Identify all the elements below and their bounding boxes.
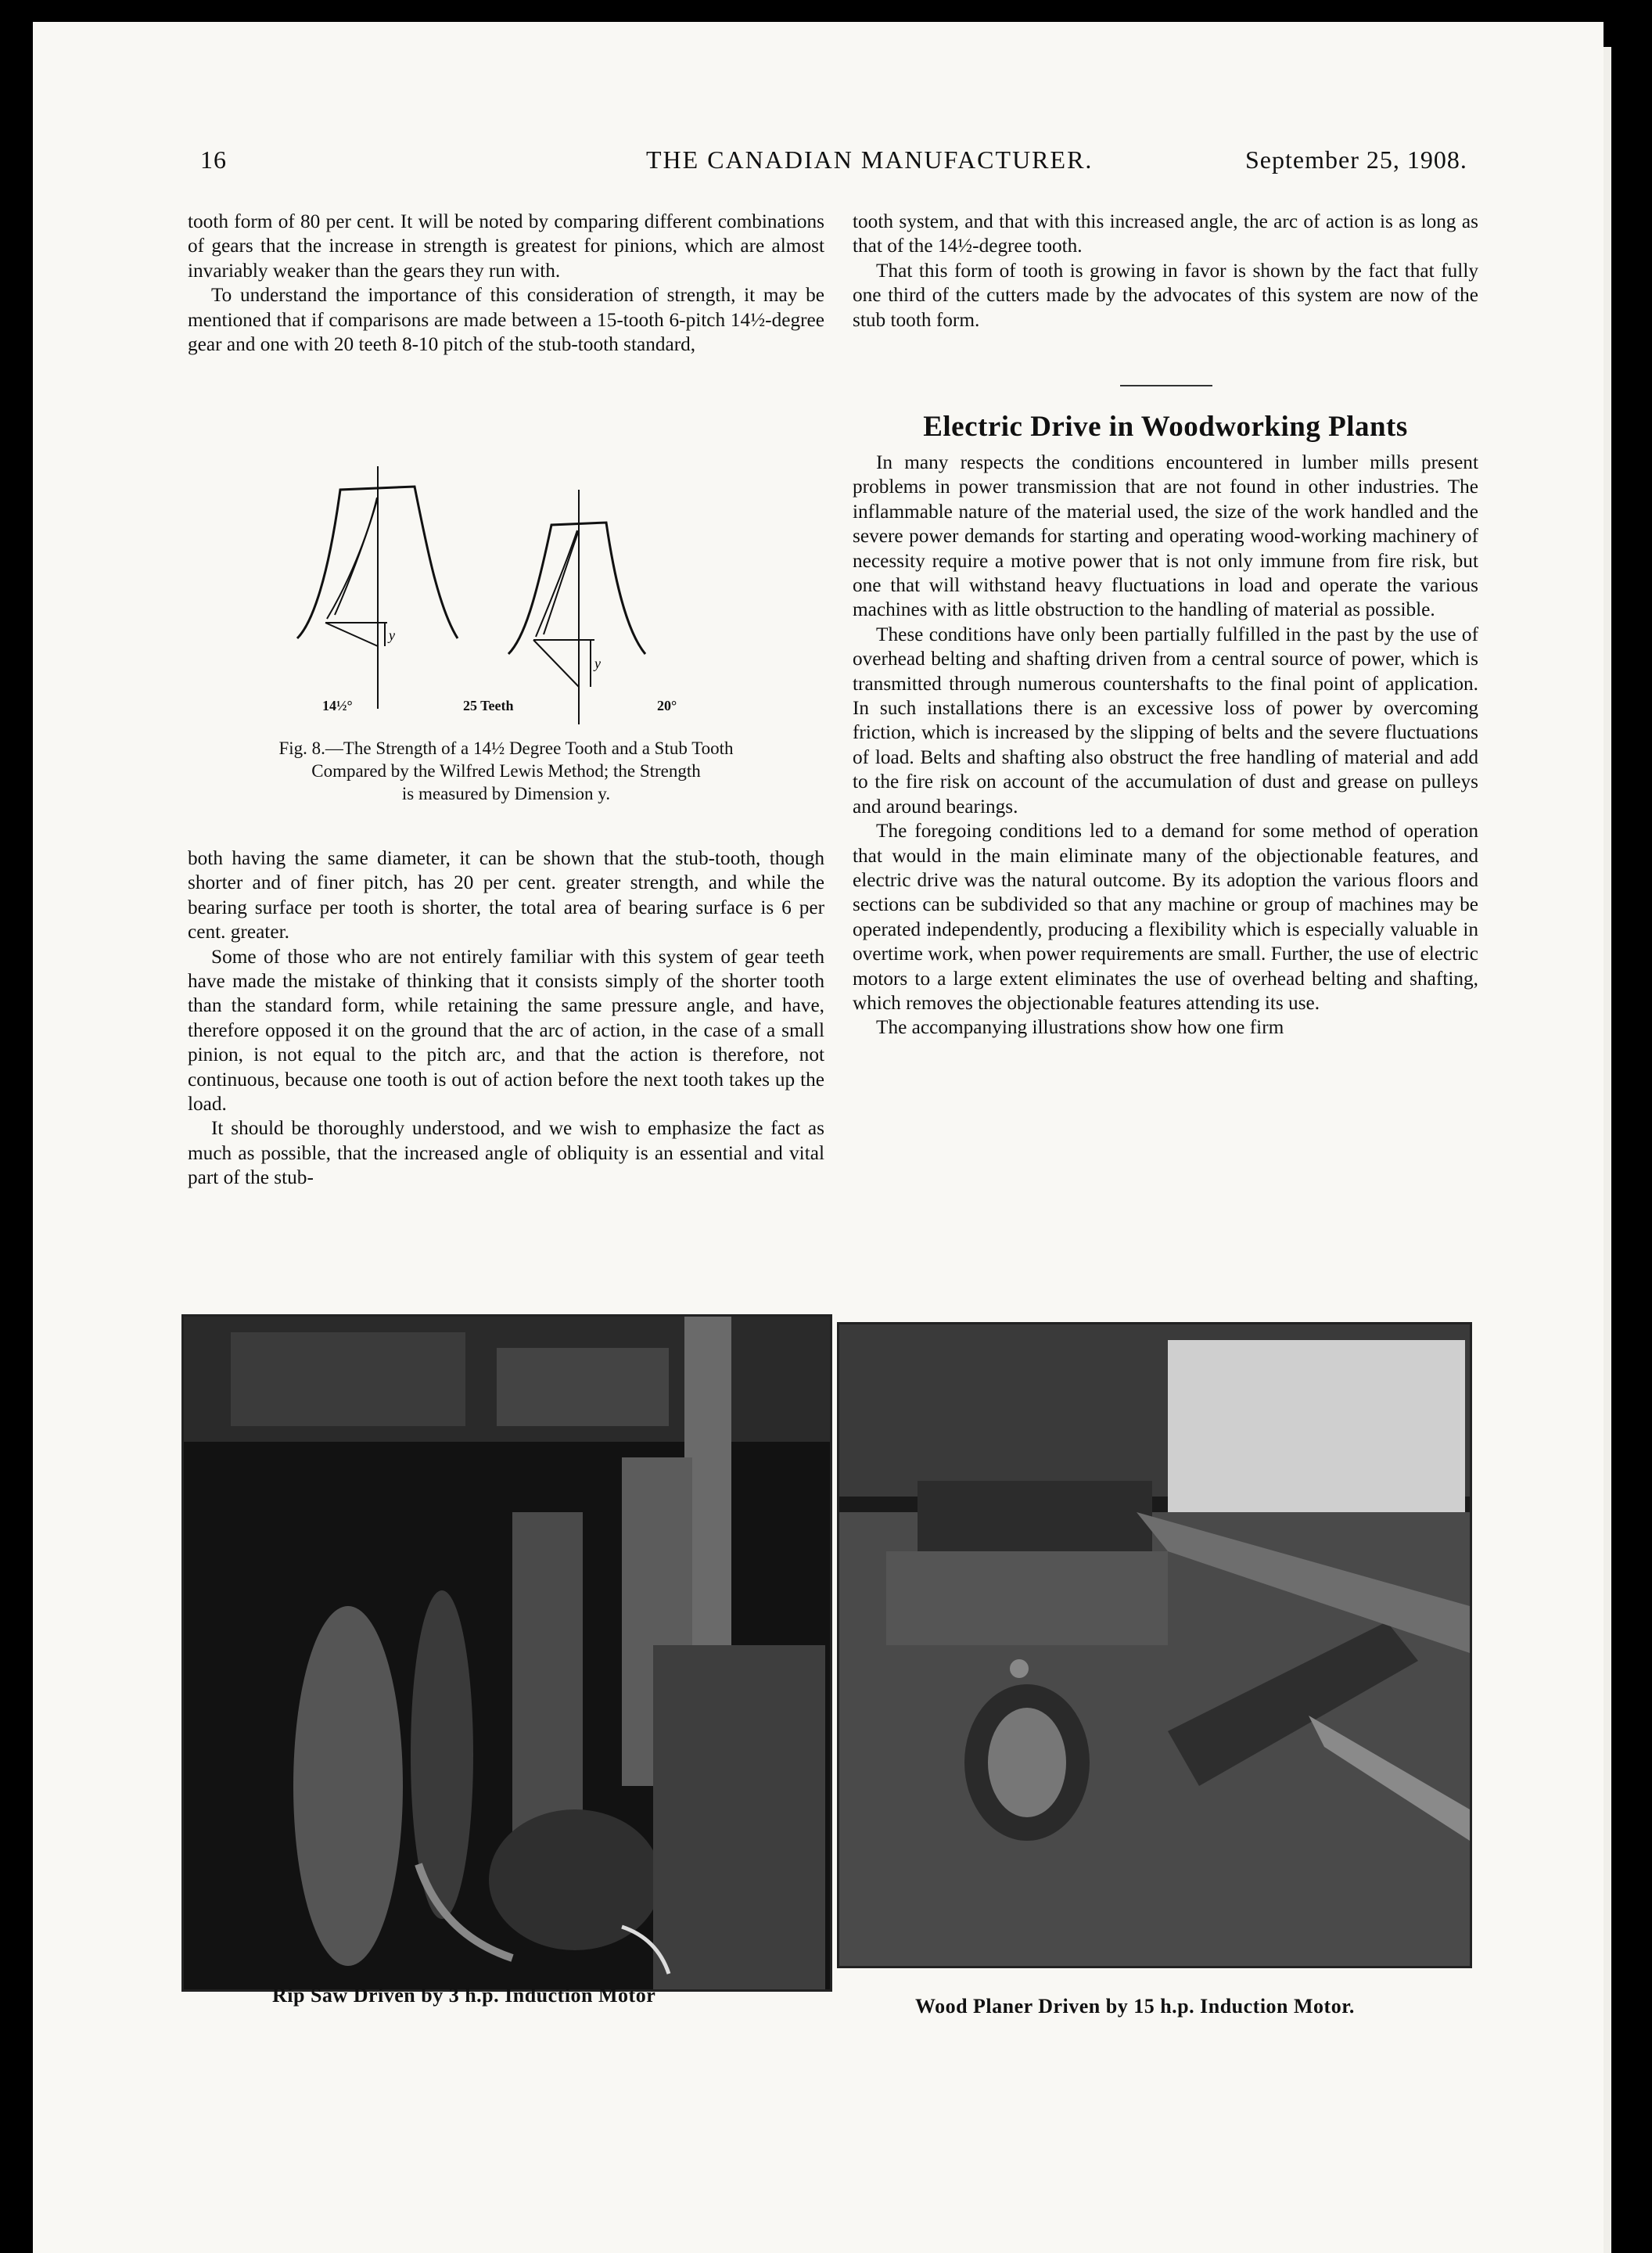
paragraph: It should be thoroughly understood, and we wish to emphasize the fact as much as possible, that the increased angle of obliquity is an essential and vital part of the stub- bbox=[188, 1117, 824, 1189]
stub-tooth-parabola-inner bbox=[544, 530, 579, 634]
figure-caption bbox=[188, 737, 824, 805]
paragraph: tooth form of 80 per cent. It will be noted by comparing different combinations of gears that the increase in strength is greatest for pinions, which are almost invariably weaker than the gears they run with. bbox=[188, 210, 824, 282]
issue-date: September 25, 1908. bbox=[1245, 146, 1467, 174]
left-column-top bbox=[188, 210, 824, 357]
paragraph: In many respects the conditions encountered in lumber mills present problems in power transmission that are not found in other industries. The inflammable nature of the material used, the size of the work handled and the severe power demands for starting and operating wood-working machinery of necessity require a motive power that is not only immune from fire risk, but one that will withstand heavy fluctuations in load and operate the various machines with as little obstruction to the handling of material as possible. bbox=[853, 451, 1478, 621]
paragraph: These conditions have only been partially fulfilled in the past by the use of overhead belting and shafting driven from a central source of power, which is transmitted through numerous countershafts to the final point of application. In such installations there is an excessive loss of power by overcoming friction, which is increased by the slipping of belts and the severe fluctuations of load. Belts and shafting also obstruct the free handling of material and add to the fire risk on account of the accumulation of dust and grease on pulleys and around bearings. bbox=[853, 623, 1478, 817]
scan-border bbox=[1611, 47, 1652, 2253]
standard-tooth-parabola bbox=[327, 498, 377, 619]
figure-label-25-teeth: 25 Teeth bbox=[463, 698, 514, 713]
masthead: THE CANADIAN MANUFACTURER. bbox=[646, 146, 1094, 174]
wood-planer-photo-image bbox=[839, 1324, 1470, 1966]
article-title: Electric Drive in Woodworking Plants bbox=[923, 411, 1408, 443]
stub-tooth-parabola bbox=[536, 530, 577, 637]
figure-label-14-5-degree: 14½° bbox=[322, 698, 353, 713]
article-body bbox=[853, 451, 1478, 1040]
paragraph: To understand the importance of this consideration of strength, it may be mentioned that if comparisons are made between a 15-tooth 6-pitch 14½-degree gear and one with 20 teeth 8-10 pitch of the stub-tooth standard, bbox=[188, 284, 824, 356]
paragraph: tooth system, and that with this increased angle, the arc of action is as long as that of the 14½-degree tooth. bbox=[853, 210, 1478, 257]
page-number: 16 bbox=[200, 146, 227, 174]
gear-tooth-figure bbox=[282, 458, 782, 732]
wood-planer-photo bbox=[837, 1322, 1472, 1968]
dimension-y-right: y bbox=[594, 656, 601, 671]
stub-tooth-outline bbox=[508, 523, 645, 654]
standard-tooth-tangent bbox=[325, 623, 378, 646]
paragraph: both having the same diameter, it can be shown that the stub-tooth, though shorter and of finer pitch, has 20 per cent. greater strength, and while the bearing surface per tooth is shorter, the total area of bearing surface is 6 per cent. greater. bbox=[188, 847, 824, 943]
paragraph: That this form of tooth is growing in favor is shown by the fact that fully one third of the cutters made by the advocates of this system are now of the stub tooth form. bbox=[853, 259, 1478, 331]
dimension-y-left: y bbox=[389, 627, 395, 643]
stub-tooth-tangent bbox=[533, 640, 579, 687]
figure-caption-line: Compared by the Wilfred Lewis Method; the Strength bbox=[311, 761, 701, 781]
right-column-top bbox=[853, 210, 1478, 332]
figure-caption-line: is measured by Dimension y. bbox=[401, 784, 611, 803]
rip-saw-caption: Rip Saw Driven by 3 h.p. Induction Motor bbox=[272, 1984, 656, 2007]
rip-saw-photo bbox=[181, 1314, 832, 1992]
paragraph: Some of those who are not entirely familiar with this system of gear teeth have made the mistake of thinking that it consists simply of the shorter tooth than the standard form, while retaining the same pressure angle, and have, therefore opposed it on the ground that the arc of action, in the case of a small pinion, is not equal to the pitch arc, and that the action is therefore, not continuous, because one tooth is out of action before the next tooth takes up the load. bbox=[188, 945, 824, 1116]
standard-tooth-parabola-inner bbox=[335, 498, 378, 615]
left-column-bottom bbox=[188, 846, 824, 1191]
section-divider bbox=[1120, 385, 1212, 386]
adjacent-page-edge bbox=[1604, 47, 1611, 2253]
figure-label-20-degree: 20° bbox=[657, 698, 677, 713]
rip-saw-photo-image bbox=[184, 1317, 830, 1989]
paragraph: The foregoing conditions led to a demand for some method of operation that would in the main eliminate many of the objectionable features, and electric drive was the natural outcome. By its adoption the various floors and sections can be subdivided so that any machine or group of machines may be operated independently, producing a flexibility which is especially valuable in overtime work, when power requirements are small. Further, the use of electric motors to a large extent eliminates the use of overhead belting and shafting, which removes the objectionable features attending its use. bbox=[853, 820, 1478, 1014]
gear-tooth-diagram bbox=[282, 458, 782, 732]
paragraph: The accompanying illustrations show how one firm bbox=[876, 1016, 1284, 1039]
wood-planer-caption: Wood Planer Driven by 15 h.p. Induction Motor. bbox=[915, 1995, 1355, 2018]
figure-caption-line: Fig. 8.—The Strength of a 14½ Degree Tooth and a Stub Tooth bbox=[278, 738, 734, 758]
